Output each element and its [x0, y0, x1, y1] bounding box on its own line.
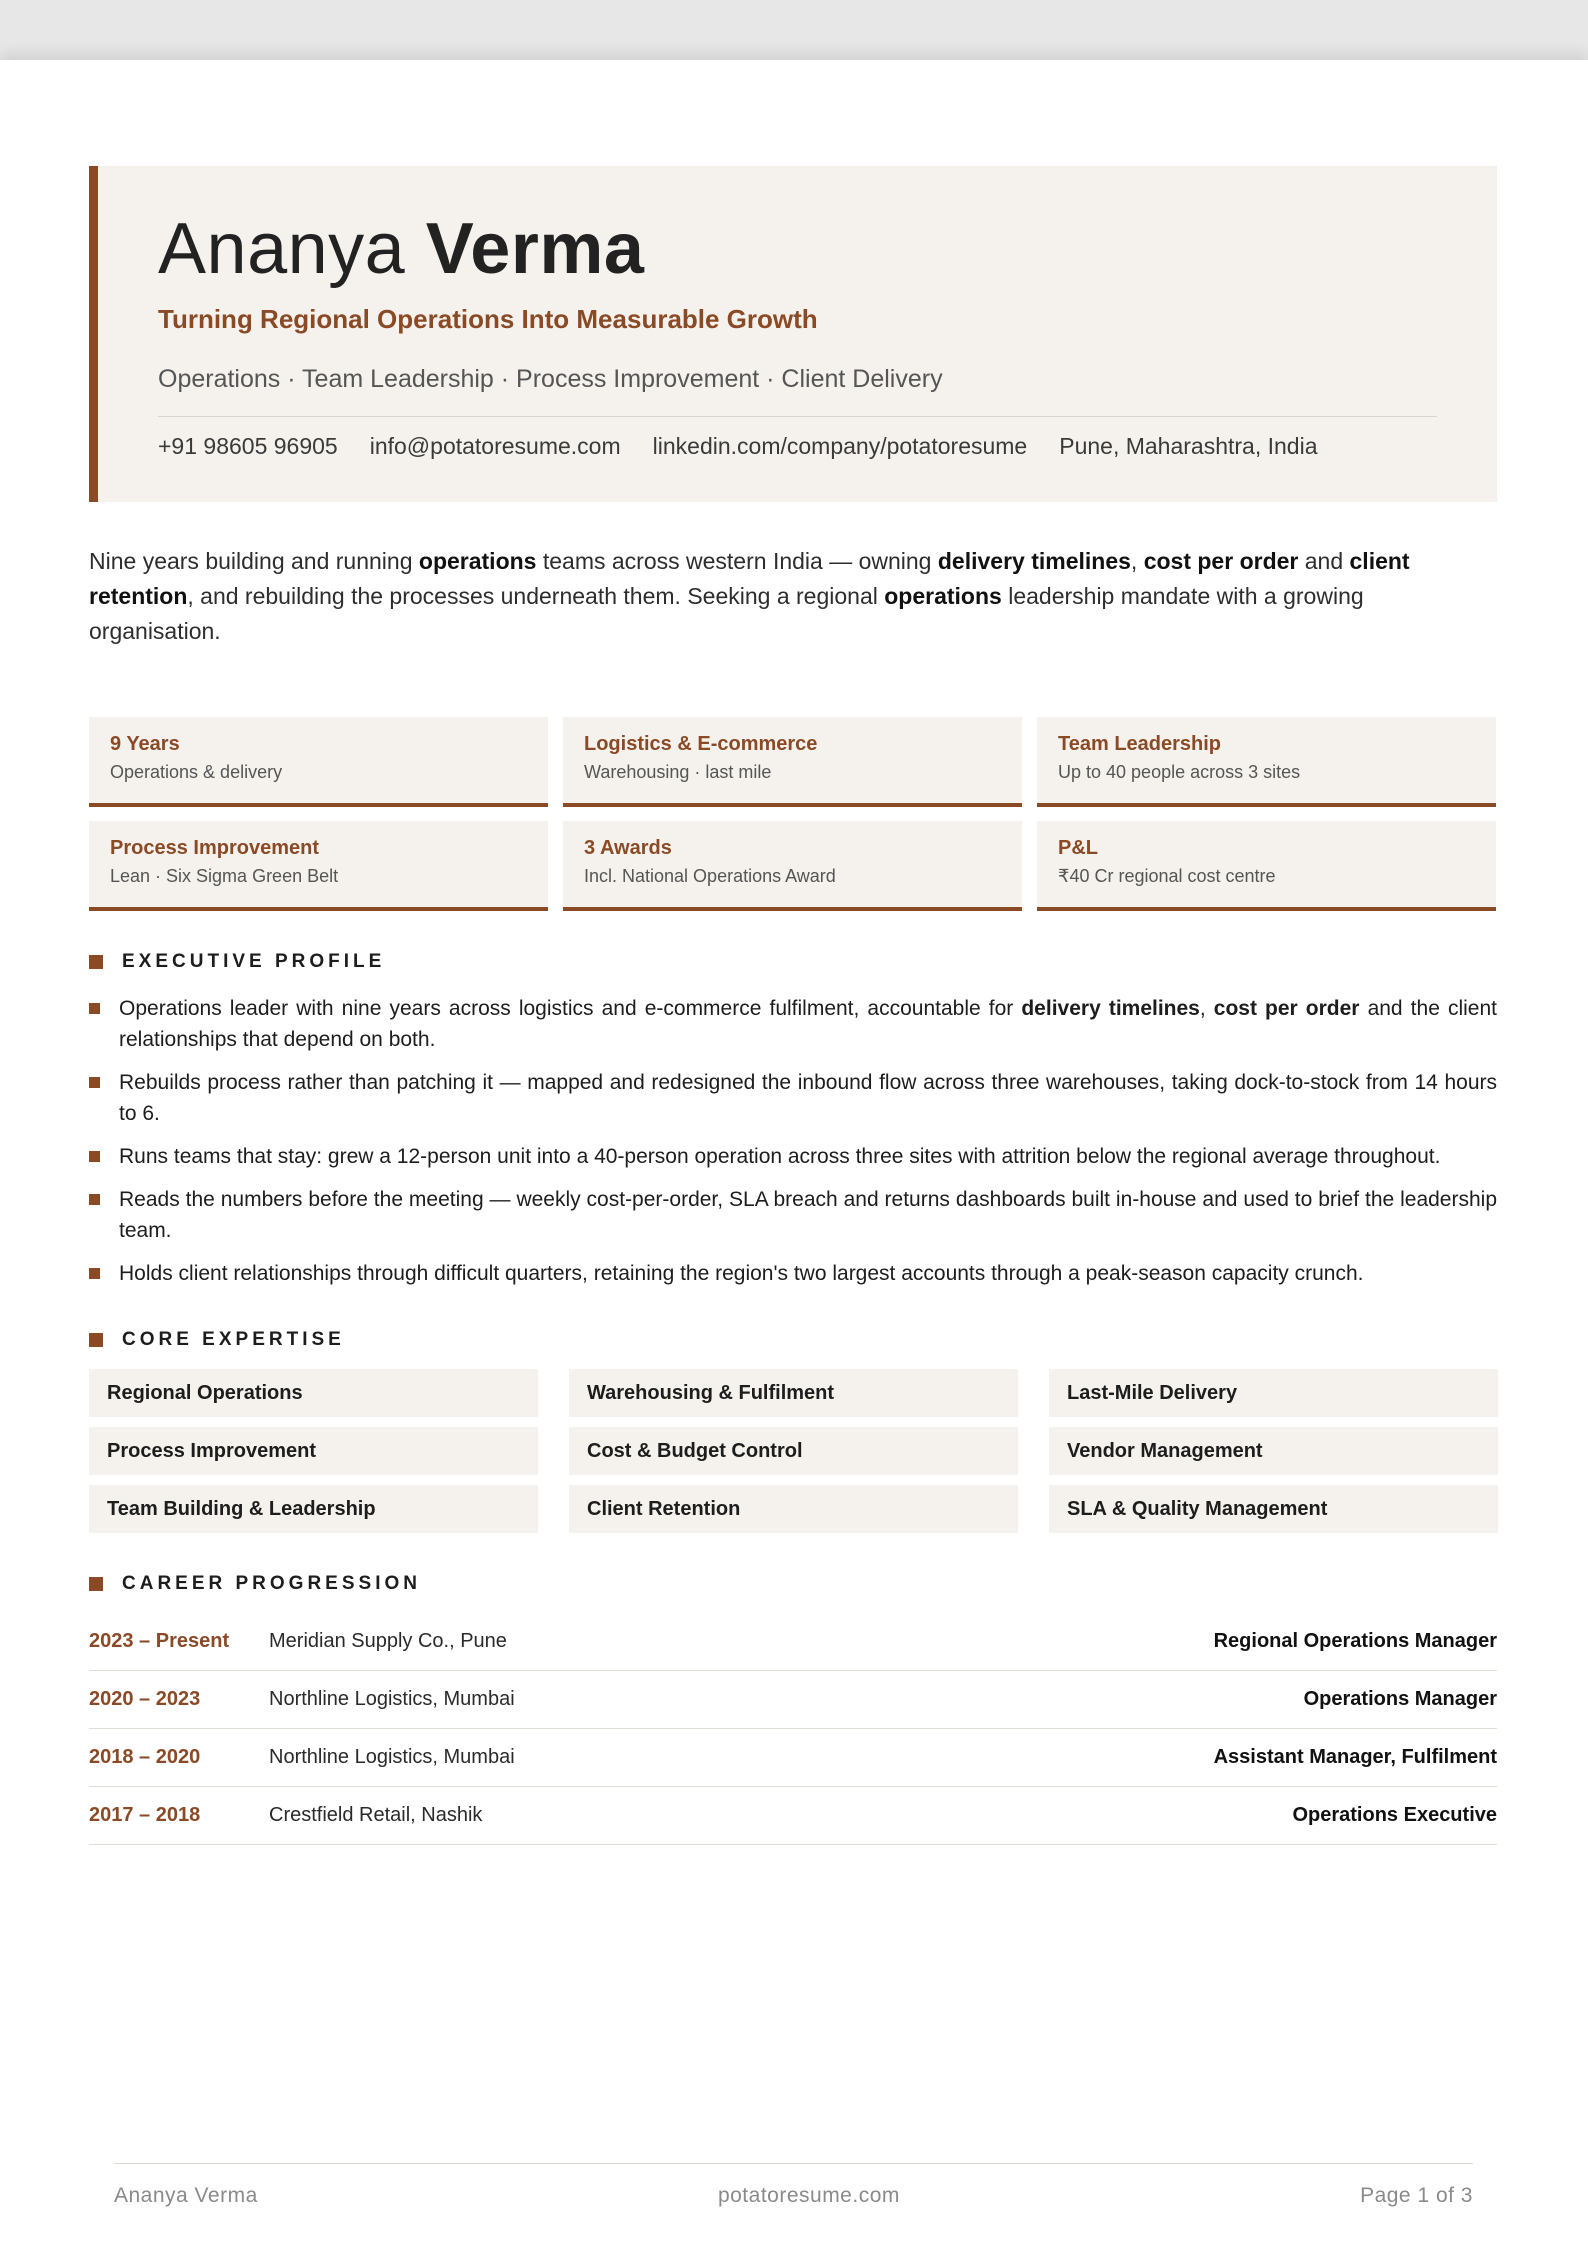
bullet-text: Runs teams that stay: grew a 12-person unit into a 40-person operation across three sites with attrition below the regional average throughout. [119, 1145, 1441, 1168]
table-row [89, 1671, 1497, 1729]
list-item [89, 1184, 1497, 1246]
expertise-chip: Warehousing & Fulfilment [569, 1369, 1018, 1417]
last-name: Verma [425, 209, 645, 289]
bullet-keyword: cost per order [1213, 997, 1360, 1020]
stat-subtitle: Operations & delivery [110, 762, 283, 782]
table-row [89, 1787, 1497, 1845]
summary-text: , and rebuilding the processes underneath them. Seeking a regional [187, 583, 885, 609]
highlight-cards [89, 717, 1497, 911]
summary-paragraph [89, 544, 1497, 649]
bullet-text-part: Operations leader with nine years across logistics and e-commerce fulfilment, accountable for [119, 997, 1022, 1020]
resume-page [0, 60, 1588, 2246]
list-item [89, 1141, 1497, 1172]
stat-subtitle: ₹40 Cr regional cost centre [1058, 866, 1276, 886]
section-heading-career [89, 1573, 1497, 1595]
profile-bullets [89, 993, 1497, 1289]
expertise-chip: Last-Mile Delivery [1049, 1369, 1498, 1417]
bullet-text: Holds client relationships through difficult quarters, retaining the region's two largest accounts through a peak-season capacity crunch. [119, 1262, 1364, 1285]
summary-text: , [1130, 548, 1144, 574]
section-title: EXECUTIVE PROFILE [122, 951, 386, 972]
list-item [89, 993, 1497, 1055]
role-title: Operations Manager [1303, 1688, 1497, 1710]
square-bullet-icon [89, 1003, 100, 1014]
role-title: Operations Executive [1292, 1804, 1497, 1826]
resume-header [89, 166, 1497, 502]
bullet-text [119, 993, 1497, 1055]
section-title: CORE EXPERTISE [122, 1329, 345, 1350]
tagline: Turning Regional Operations Into Measurable Growth [158, 304, 818, 334]
focus-areas: Operations · Team Leadership · Process Improvement · Client Delivery [158, 365, 943, 393]
stat-title: 3 Awards [584, 837, 672, 859]
expertise-chip: Process Improvement [89, 1427, 538, 1475]
stat-title: Team Leadership [1058, 733, 1222, 755]
contact-location: Pune, Maharashtra, India [1059, 433, 1318, 459]
header-divider [158, 416, 1437, 417]
stat-subtitle: Lean · Six Sigma Green Belt [110, 866, 339, 886]
contact-email[interactable]: info@potatoresume.com [369, 433, 621, 459]
stat-card [563, 717, 1022, 807]
role-company: Northline Logistics, Mumbai [269, 1746, 515, 1768]
stat-card [563, 821, 1022, 911]
list-item [89, 1258, 1497, 1289]
section-heading-expertise [89, 1329, 1497, 1351]
bullet-keyword: delivery timelines [1021, 997, 1200, 1020]
role-years: 2023 – Present [89, 1630, 230, 1652]
summary-text: and [1298, 548, 1350, 574]
summary-keyword: client retention [89, 548, 1410, 609]
stat-title: P&L [1058, 837, 1098, 859]
square-bullet-icon [89, 1151, 100, 1162]
contact-row [158, 433, 1437, 460]
section-heading-profile [89, 951, 1497, 973]
expertise-grid [89, 1369, 1497, 1533]
section-title: CAREER PROGRESSION [122, 1573, 421, 1594]
square-bullet-icon [89, 1577, 103, 1591]
bullet-text: Rebuilds process rather than patching it — mapped and redesigned the inbound flow across three warehouses, taking dock-to-stock from 14 hours to 6. [119, 1071, 1497, 1125]
stat-subtitle: Incl. National Operations Award [584, 866, 836, 886]
stat-subtitle: Up to 40 people across 3 sites [1058, 762, 1301, 782]
role-title: Regional Operations Manager [1213, 1630, 1497, 1652]
bullet-text-part: and the client relationships that depend on both. [119, 997, 1497, 1051]
stat-card [89, 717, 548, 807]
role-years: 2020 – 2023 [89, 1688, 201, 1710]
stat-card [1037, 821, 1496, 911]
role-company: Crestfield Retail, Nashik [269, 1804, 483, 1826]
footer-page-number: Page 1 of 3 [1360, 2184, 1473, 2207]
expertise-chip: Client Retention [569, 1485, 1018, 1533]
footer-site[interactable]: potatoresume.com [717, 2184, 900, 2207]
square-bullet-icon [89, 955, 103, 969]
square-bullet-icon [89, 1194, 100, 1205]
role-company: Northline Logistics, Mumbai [269, 1688, 515, 1710]
role-company: Meridian Supply Co., Pune [269, 1630, 507, 1652]
career-table [89, 1613, 1497, 1845]
role-title: Assistant Manager, Fulfilment [1213, 1746, 1497, 1768]
square-bullet-icon [89, 1268, 100, 1279]
expertise-chip: Team Building & Leadership [89, 1485, 538, 1533]
summary-keyword: operations [884, 583, 1002, 609]
page-footer [114, 2163, 1473, 2208]
bullet-text: Reads the numbers before the meeting — weekly cost-per-order, SLA breach and returns dashboards built in-house and used to brief the leadership team. [119, 1188, 1497, 1242]
candidate-name [158, 204, 1437, 294]
summary-text: leadership mandate with a growing organisation. [89, 583, 1364, 644]
stat-subtitle: Warehousing · last mile [584, 762, 772, 782]
expertise-chip: Vendor Management [1049, 1427, 1498, 1475]
table-row [89, 1729, 1497, 1787]
summary-keyword: operations [418, 548, 537, 574]
stat-title: 9 Years [110, 733, 180, 755]
expertise-chip: Regional Operations [89, 1369, 538, 1417]
footer-name: Ananya Verma [114, 2184, 258, 2207]
list-item [89, 1067, 1497, 1129]
role-years: 2018 – 2020 [89, 1746, 201, 1768]
first-name: Ananya [158, 209, 406, 289]
stat-title: Process Improvement [110, 837, 319, 859]
table-row [89, 1613, 1497, 1671]
summary-keyword: cost per order [1143, 548, 1299, 574]
square-bullet-icon [89, 1333, 103, 1347]
square-bullet-icon [89, 1077, 100, 1088]
contact-linkedin[interactable]: linkedin.com/company/potatoresume [652, 433, 1028, 459]
stat-title: Logistics & E-commerce [584, 733, 818, 755]
resume-content [89, 166, 1497, 1845]
role-years: 2017 – 2018 [89, 1804, 201, 1826]
summary-text: teams across western India — owning [536, 548, 938, 574]
stat-card [1037, 717, 1496, 807]
summary-keyword: delivery timelines [937, 548, 1131, 574]
expertise-chip: SLA & Quality Management [1049, 1485, 1498, 1533]
stat-card [89, 821, 548, 911]
expertise-chip: Cost & Budget Control [569, 1427, 1018, 1475]
summary-text: Nine years building and running [89, 548, 419, 574]
bullet-text-part: , [1199, 997, 1214, 1020]
contact-phone[interactable]: +91 98605 96905 [158, 433, 338, 459]
